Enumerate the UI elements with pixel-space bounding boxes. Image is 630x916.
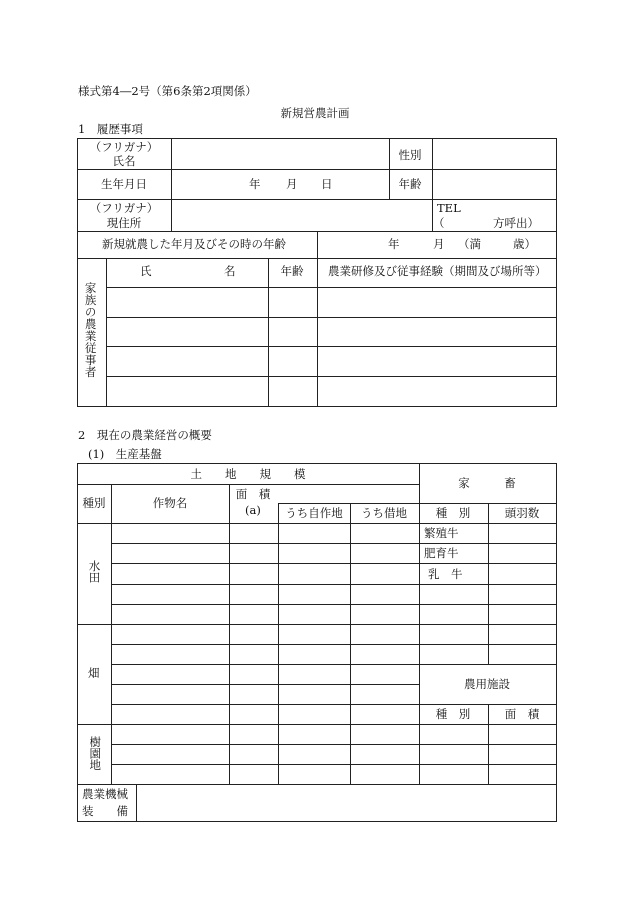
facility-area-header: 面 積 [504, 707, 540, 721]
family-col-age: 年齢 [280, 264, 304, 278]
machinery-equipment-label: 装 備 [82, 804, 128, 818]
crop-name-header: 作物名 [152, 496, 188, 510]
land-scale-header: 土 地 規 模 [190, 467, 306, 481]
area-unit: (a) [245, 503, 261, 517]
name-label: 氏名 [112, 154, 136, 168]
family-col-training: 農業研修及び従事経験（期間及び場所等） [328, 264, 547, 278]
tel-paren: （ [433, 216, 445, 230]
fattening-cattle-label: 肥育牛 [424, 546, 459, 560]
new-farming-month: 月 [433, 237, 445, 251]
section1-heading: 1 履歴事項 [78, 122, 143, 136]
section2-subheading: (1) 生産基盤 [88, 447, 162, 461]
area-header: 面 積 [235, 487, 271, 501]
orchard-label: 樹園地 [88, 736, 103, 771]
gender-label: 性別 [398, 148, 422, 162]
birth-year-label: 年 [249, 177, 261, 191]
birth-day-label: 日 [321, 177, 333, 191]
document-title: 新規営農計画 [280, 106, 350, 120]
machinery-label: 農業機械 [82, 787, 128, 801]
tel-label: TEL [437, 201, 461, 215]
tel-call-label: 方呼出） [493, 216, 539, 230]
facilities-header: 農用施設 [464, 677, 510, 691]
leased-land-header: うち借地 [361, 506, 407, 520]
new-farming-age: 歳） [513, 237, 536, 251]
type-header: 種別 [82, 496, 106, 510]
livestock-header: 家 畜 [458, 476, 516, 490]
facility-type-header: 種 別 [435, 707, 471, 721]
field-label: 畑 [88, 666, 100, 680]
livestock-type-header: 種 別 [435, 506, 471, 520]
new-farming-full: （満 [458, 237, 481, 251]
head-count-header: 頭羽数 [504, 506, 540, 520]
family-label: 家族の農業従事者 [83, 282, 98, 378]
form-number: 様式第4―2号（第6条第2項関係） [78, 84, 257, 98]
paddy-label: 水田 [87, 560, 102, 583]
new-farming-label: 新規就農した年月及びその時の年齢 [102, 237, 286, 251]
dairy-cattle-label: 乳 牛 [428, 567, 463, 581]
family-col-name-a: 氏 [140, 264, 152, 278]
birthdate-label: 生年月日 [101, 177, 147, 191]
section2-heading: 2 現在の農業経営の概要 [78, 428, 212, 442]
breeding-cattle-label: 繁殖牛 [424, 526, 459, 540]
address-label: 現住所 [106, 216, 142, 230]
birth-month-label: 月 [286, 177, 298, 191]
furigana-address-label: （フリガナ） [89, 201, 159, 215]
family-col-name-b: 名 [224, 264, 236, 278]
own-land-header: うち自作地 [285, 506, 343, 520]
furigana-name-label: （フリガナ） [89, 140, 159, 154]
age-label: 年齢 [398, 177, 422, 191]
new-farming-year: 年 [388, 237, 400, 251]
